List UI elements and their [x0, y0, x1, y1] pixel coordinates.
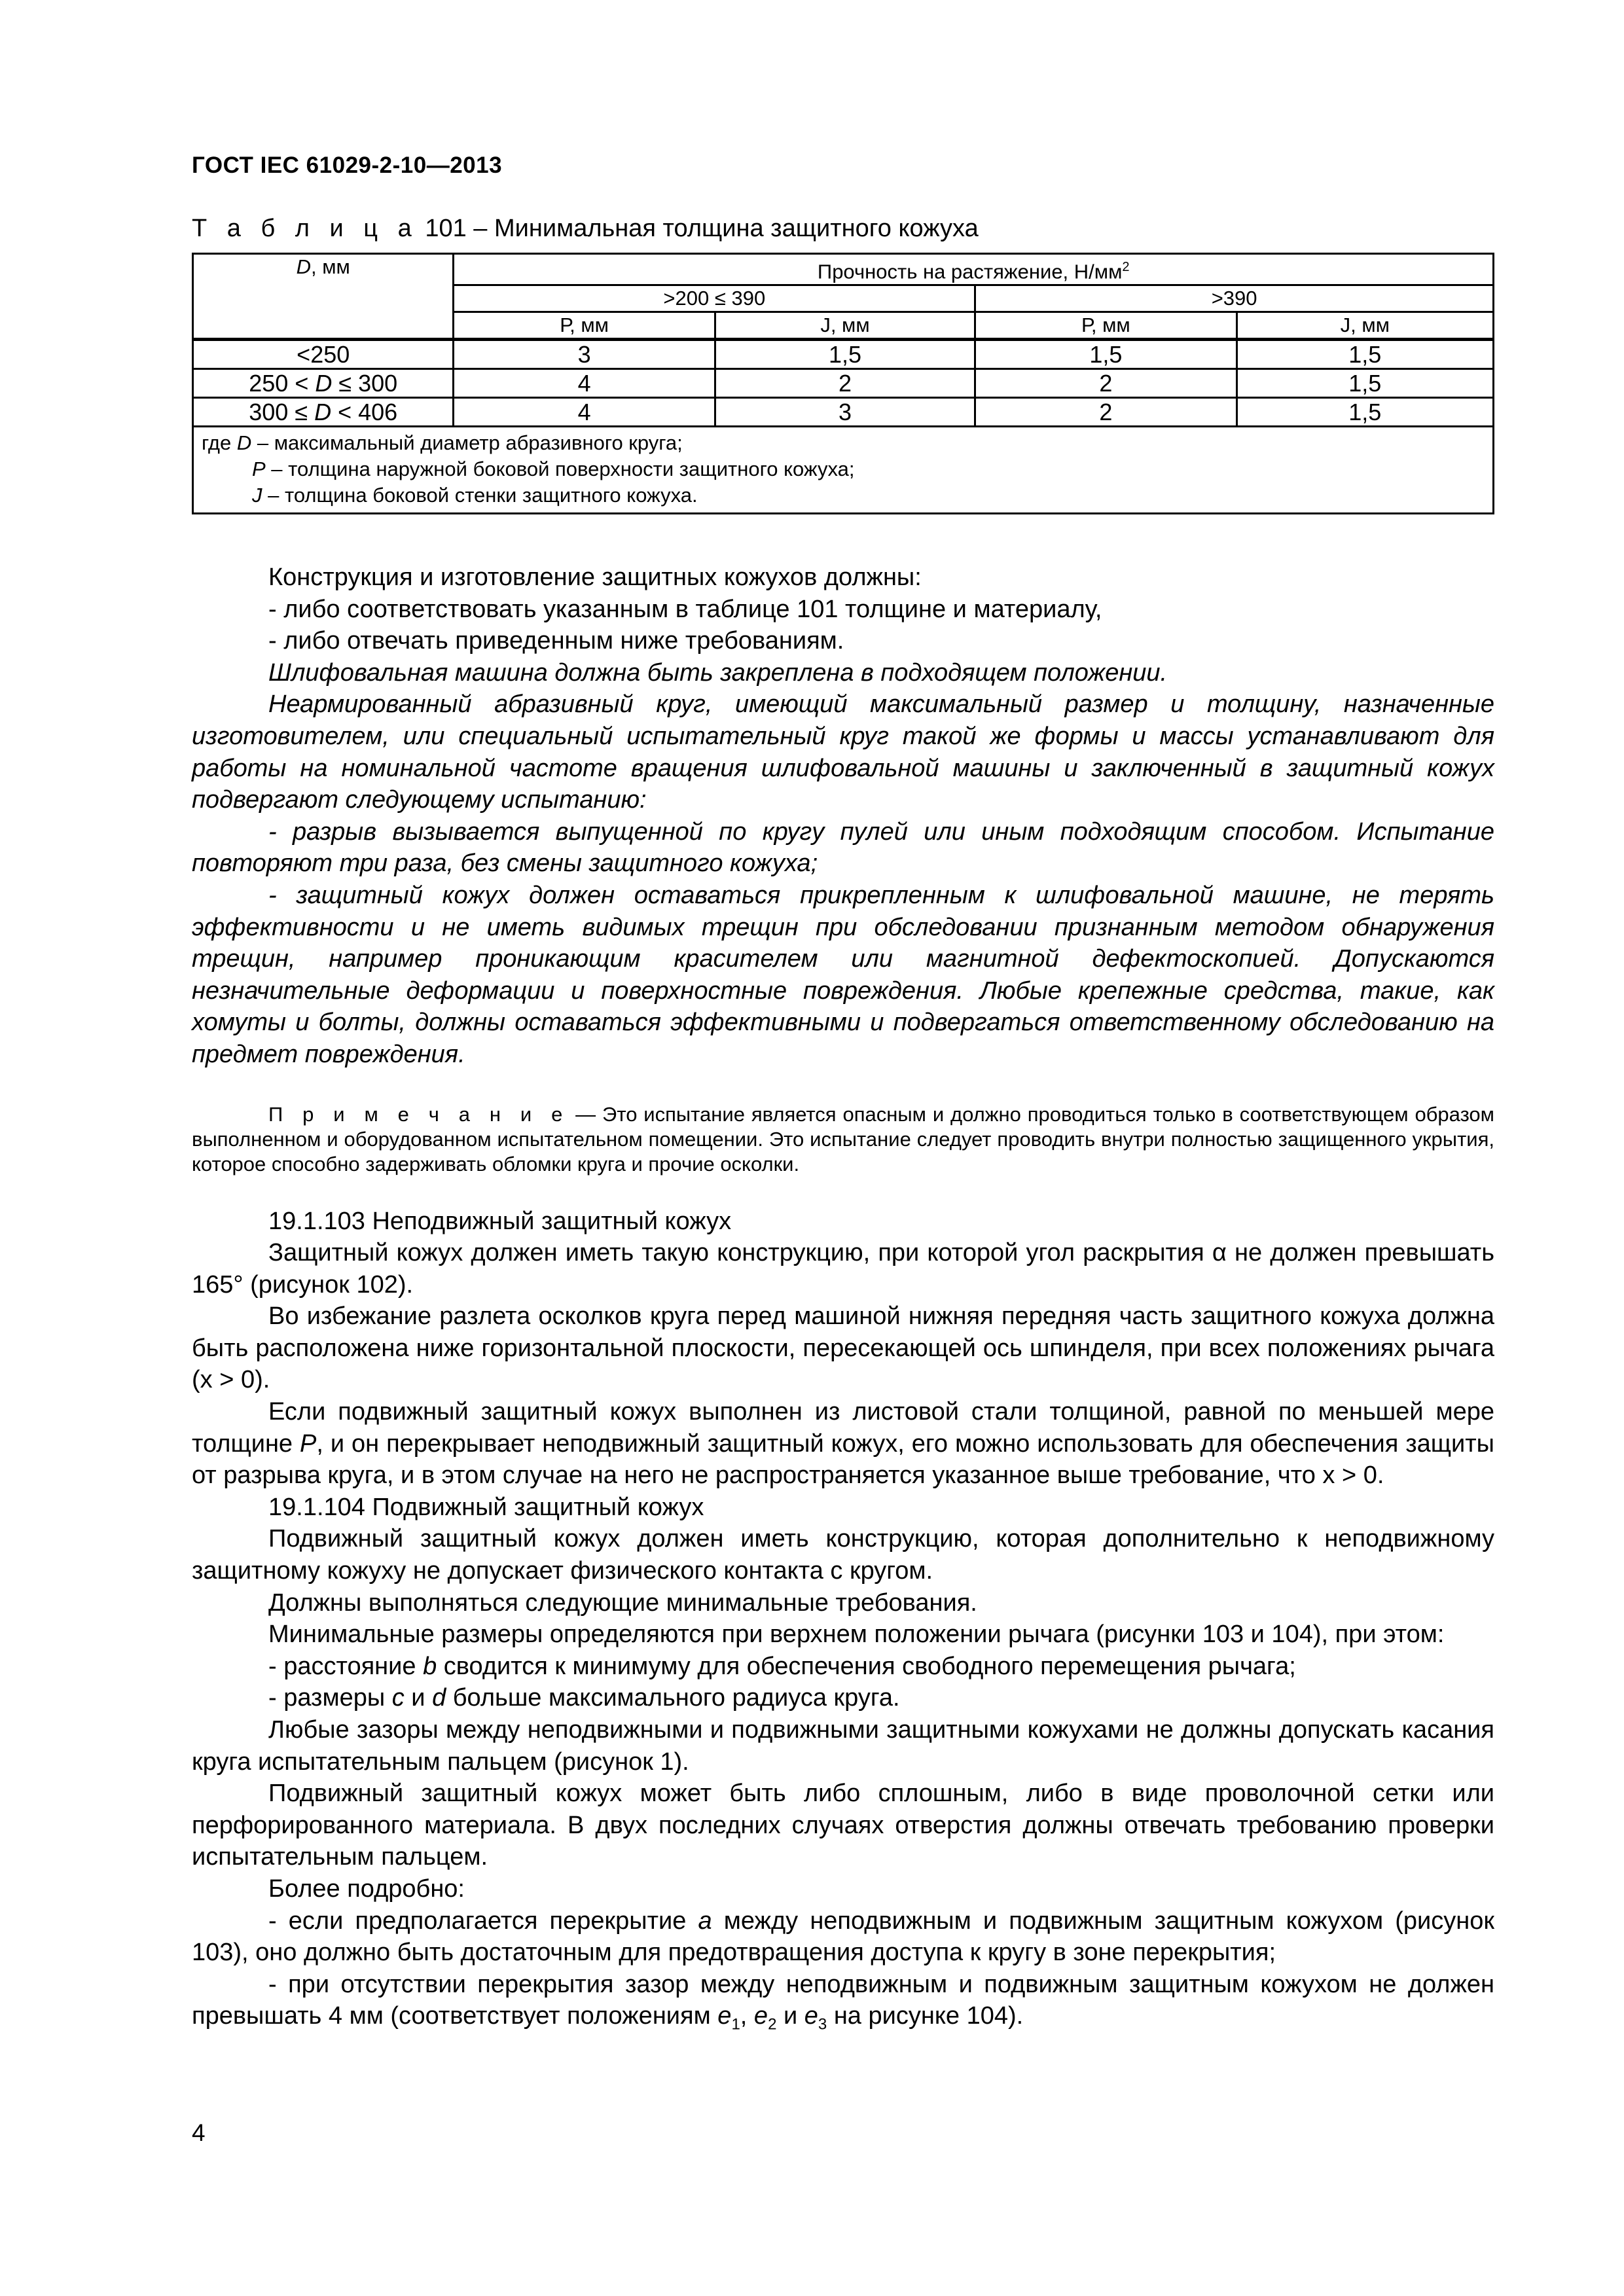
col-subheader: Р, мм [454, 312, 715, 340]
col-header-d: D, мм [193, 254, 454, 340]
col-header-group2: >390 [975, 285, 1494, 312]
paragraph: - либо соответствовать указанным в таблице 101 толщине и материалу, [268, 595, 1102, 623]
paragraph: Если подвижный защитный кожух выполнен из листовой стали толщиной, равной по меньшей мере толщине P, и он перекрывает неподвижный защитный кожух, его можно использовать для обеспечения защиты от разрыва круга, и в этом случае на него не распространяется указанное выше требование, что х > 0. [192, 1398, 1494, 1490]
table-note: где D – максимальный диаметр абразивного круга; [202, 431, 683, 455]
table-cell: 3 [454, 340, 715, 369]
note-text: — Это испытание является опасным и должно проводиться только в соответствующем образом выполненном и оборудованном испытательном помещении. Это испытание следует проводить внутри полностью защищенного укрытия, которое способно задерживать обломки круга и прочие осколки. [192, 1102, 1494, 1175]
table-cell: 1,5 [1236, 340, 1493, 369]
table-cell: 1,5 [1236, 398, 1493, 427]
table-cell: 1,5 [715, 340, 975, 369]
col-subheader: J, мм [715, 312, 975, 340]
paragraph: Подвижный защитный кожух должен иметь конструкцию, которая дополнительно к неподвижному защитному кожуху не допускает физического контакта с кругом. [192, 1525, 1494, 1585]
paragraph: Подвижный защитный кожух может быть либо сплошным, либо в виде проволочной сетки или перфорированного материала. В двух последних случаях отверстия должны отвечать требованию проверки испытательным пальцем. [192, 1780, 1494, 1871]
paragraph: - размеры c и d больше максимального радиуса круга. [268, 1684, 900, 1712]
paragraph: Конструкция и изготовление защитных кожухов должны: [268, 564, 922, 591]
table-cell: 4 [454, 398, 715, 427]
paragraph: Неармированный абразивный круг, имеющий максимальный размер и толщину, назначенные изготовителем, или специальный испытательный круг такой же формы и массы устанавливают для работы на номинальной частоте вращения шлифовальной машины и заключенный в защитный кожух подвергают следующему испытанию: [192, 691, 1494, 814]
table-cell: 1,5 [1236, 369, 1493, 398]
col-subheader: J, мм [1236, 312, 1493, 340]
table-note: P – толщина наружной боковой поверхности защитного кожуха; [252, 457, 855, 481]
col-subheader: Р, мм [975, 312, 1236, 340]
section-heading: 19.1.104 Подвижный защитный кожух [268, 1493, 704, 1521]
table-caption [192, 215, 979, 243]
table-cell: <250 [193, 340, 454, 369]
table-row [193, 340, 1494, 369]
paragraph: Защитный кожух должен иметь такую конструкцию, при которой угол раскрытия α не должен превышать 165° (рисунок 102). [192, 1239, 1494, 1299]
paragraph: - разрыв вызывается выпущенной по кругу пулей или иным подходящим способом. Испытание повторяют три раза, без смены защитного кожуха; [192, 817, 1494, 878]
note [192, 1102, 1494, 1177]
table-caption-text: 101 – Минимальная толщина защитного кожуха [418, 215, 979, 242]
body-text [192, 562, 1494, 2041]
table-notes [193, 427, 1494, 514]
table-cell: 2 [715, 369, 975, 398]
paragraph: Шлифовальная машина должна быть закреплена в подходящем положении. [268, 658, 1168, 687]
thickness-table [192, 253, 1494, 514]
paragraph: - если предполагается перекрытие a между неподвижным и подвижным защитным кожухом (рисунок 103), оно должно быть достаточным для предотвращения доступа к кругу в зоне перекрытия; [192, 1907, 1494, 1967]
paragraph: - защитный кожух должен оставаться прикрепленным к шлифовальной машине, не терять эффективности и не иметь видимых трещин при обследовании признанным методом обнаружения трещин, например проникающим красителем или магнитной дефектоскопией. Допускаются незначительные деформации и поверхностные повреждения. Любые крепежные средства, такие, как хомуты и болты, должны оставаться эффективными и подвергаться ответственному обследованию на предмет повреждения. [192, 881, 1494, 1068]
paragraph: Более подробно: [268, 1874, 465, 1903]
paragraph: - при отсутствии перекрытия зазор между неподвижным и подвижным защитным кожухом не должен превышать 4 мм (соответствует положениям $e_1$, $e_2$ и $e_3$ на рисунке 104). [192, 1970, 1494, 2034]
table-note: J – толщина боковой стенки защитного кожуха. [252, 484, 698, 507]
paragraph: Минимальные размеры определяются при верхнем положении рычага (рисунки 103 и 104), при этом: [268, 1621, 1445, 1649]
col-header-strength: Прочность на растяжение, $Н/мм^2$ [454, 254, 1494, 285]
table-cell: 2 [975, 398, 1236, 427]
table-cell: 1,5 [975, 340, 1236, 369]
paragraph: - расстояние b сводится к минимуму для обеспечения свободного перемещения рычага; [268, 1652, 1296, 1680]
paragraph: Во избежание разлета осколков круга перед машиной нижняя передняя часть защитного кожуха должна быть расположена ниже горизонтальной плоскости, пересекающей ось шпинделя, при всех положениях рычага (х > 0). [192, 1302, 1494, 1394]
table-cell: 4 [454, 369, 715, 398]
table-caption-label: Т а б л и ц а [192, 215, 418, 242]
table-row [193, 369, 1494, 398]
note-label: П р и м е ч а н и е [268, 1102, 569, 1126]
page-number: 4 [192, 2119, 206, 2146]
paragraph: - либо отвечать приведенным ниже требованиям. [268, 627, 844, 655]
document-header: ГОСТ IEC 61029-2-10—2013 [192, 152, 503, 178]
table-cell: 250 < D ≤ 300 [193, 369, 454, 398]
section-heading: 19.1.103 Неподвижный защитный кожух [268, 1207, 732, 1235]
table-cell: 3 [715, 398, 975, 427]
table-cell: 300 ≤ D < 406 [193, 398, 454, 427]
paragraph: Любые зазоры между неподвижными и подвижными защитными кожухами не должны допускать касания круга испытательным пальцем (рисунок 1). [192, 1716, 1494, 1776]
table-cell: 2 [975, 369, 1236, 398]
paragraph: Должны выполняться следующие минимальные требования. [268, 1588, 977, 1617]
table-row [193, 398, 1494, 427]
col-header-group1: >200 ≤ 390 [454, 285, 975, 312]
